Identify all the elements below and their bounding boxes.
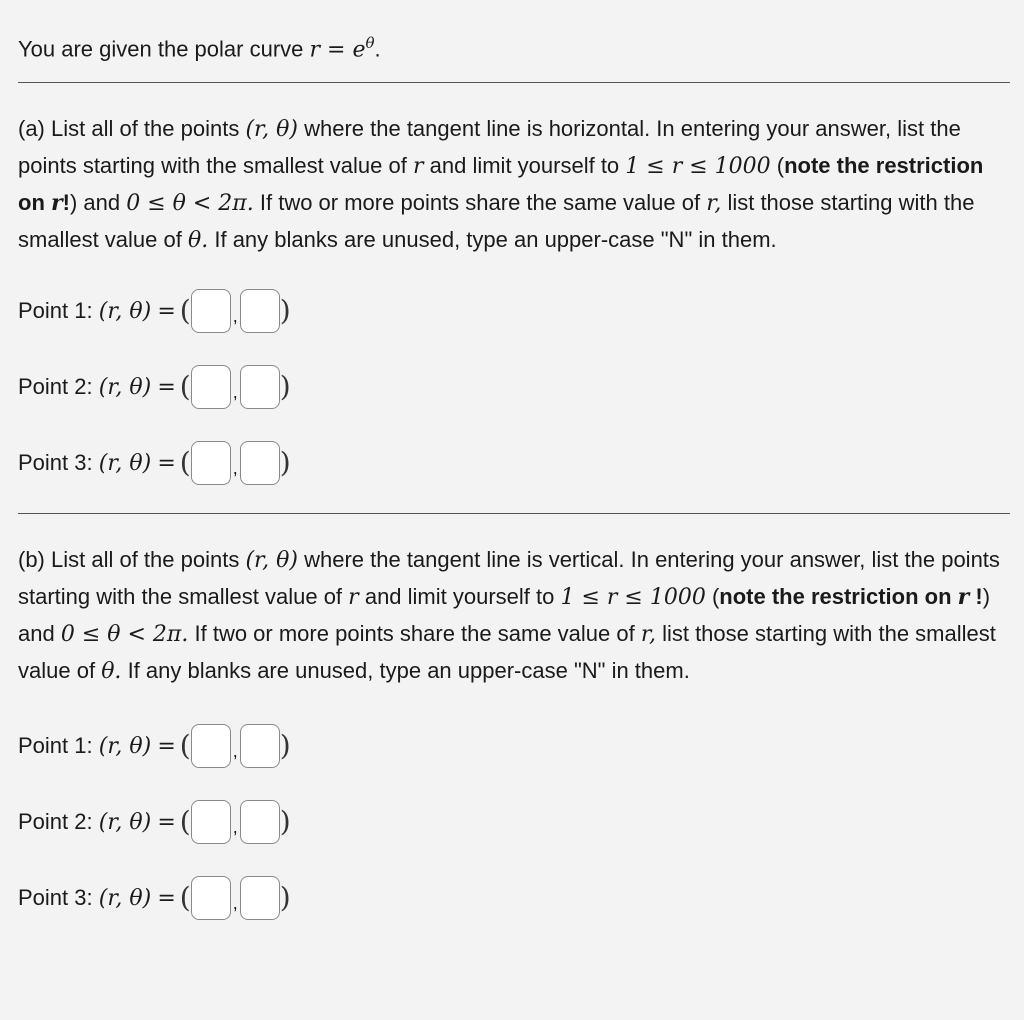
part-b-point-1-r-input[interactable] (191, 724, 231, 768)
part-a-prompt: (a) List all of the points (r, θ) where the tangent line is horizontal. In entering your answer, list the points starting with the smallest value of r and limit yourself to 1 ≤ r ≤ 1000 (note the restriction on r!) and 0 ≤ θ < 2π. If two or more points share the same value of r, list those starting with the smallest value of θ. If any blanks are unused, type an upper-case "N" in them. (18, 116, 984, 253)
part-b-point-1-theta-input[interactable] (240, 724, 280, 768)
part-a-point-3-theta-input[interactable] (240, 441, 280, 485)
intro-text: You are given the polar curve (18, 36, 304, 62)
part-a-point-3-r-input[interactable] (191, 441, 231, 485)
part-a (0, 83, 1024, 513)
part-b-point-3-theta-input[interactable] (240, 876, 280, 920)
part-a-point-2-r-input[interactable] (191, 365, 231, 409)
part-b-point-3-r-input[interactable] (191, 876, 231, 920)
part-b-point-2-r-input[interactable] (191, 800, 231, 844)
point-label: Point 3: (18, 885, 93, 910)
point-label: Point 2: (18, 809, 93, 834)
point-label: Point 1: (18, 298, 93, 323)
part-b (0, 514, 1024, 926)
intro-end: . (374, 36, 381, 62)
intro-sup: θ (365, 34, 375, 52)
part-b-point-2-theta-input[interactable] (240, 800, 280, 844)
part-b-point-3-row: Point 3: (r, θ) = ( , ) (18, 870, 1010, 926)
part-a-point-2-row: Point 2: (r, θ) = ( , ) (18, 359, 1010, 415)
intro-line (0, 0, 1024, 63)
part-b-prompt: (b) List all of the points (r, θ) where the tangent line is vertical. In entering your answer, list the points starting with the smallest value of r and limit yourself to 1 ≤ r ≤ 1000 (note the restriction on r !) and 0 ≤ θ < 2π. If two or more points share the same value of r, list those starting with the smallest value of θ. If any blanks are unused, type an upper-case "N" in them. (18, 547, 1000, 684)
part-a-point-3-row: Point 3: (r, θ) = ( , ) (18, 435, 1010, 491)
part-b-point-1-row: Point 1: (r, θ) = ( , ) (18, 718, 1010, 774)
intro-math: r = e (309, 37, 366, 63)
part-b-point-2-row: Point 2: (r, θ) = ( , ) (18, 794, 1010, 850)
point-label: Point 1: (18, 733, 93, 758)
part-a-point-1-r-input[interactable] (191, 289, 231, 333)
part-a-answers (18, 259, 1010, 513)
point-label: Point 2: (18, 374, 93, 399)
part-a-point-1-row: Point 1: (r, θ) = ( , ) (18, 283, 1010, 339)
part-a-point-2-theta-input[interactable] (240, 365, 280, 409)
point-label: Point 3: (18, 450, 93, 475)
part-a-point-1-theta-input[interactable] (240, 289, 280, 333)
part-b-answers (18, 690, 1010, 926)
